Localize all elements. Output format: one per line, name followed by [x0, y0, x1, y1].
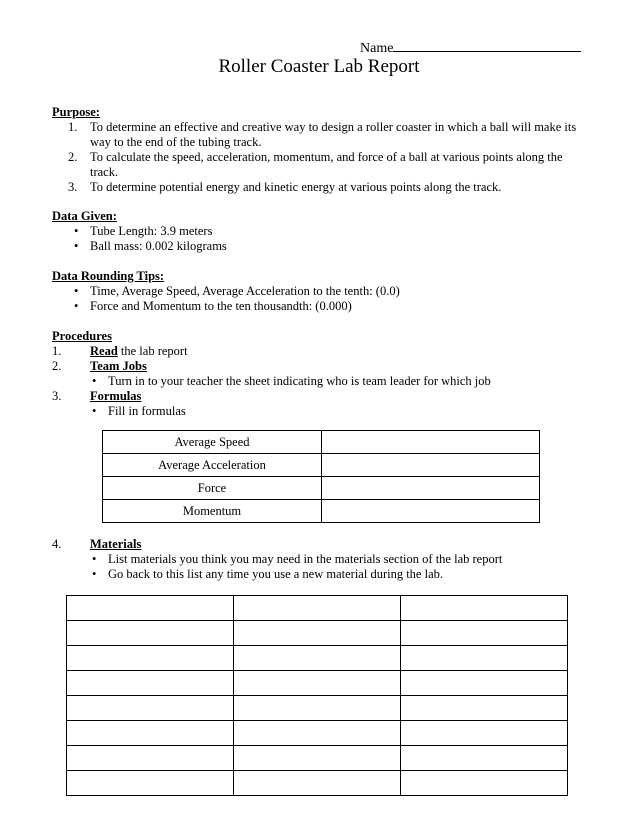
materials-cell[interactable] [401, 671, 568, 696]
materials-cell[interactable] [234, 721, 401, 746]
table-row [67, 646, 568, 671]
table-row [67, 621, 568, 646]
materials-cell[interactable] [234, 696, 401, 721]
materials-section [52, 537, 592, 582]
procedure-step-1: 1. Read the lab report [52, 344, 188, 358]
materials-cell[interactable] [234, 771, 401, 796]
materials-cell[interactable] [401, 596, 568, 621]
formula-label: Momentum [103, 500, 322, 523]
materials-cell[interactable] [67, 721, 234, 746]
name-label: Name [360, 41, 394, 56]
table-row [67, 671, 568, 696]
table-row [67, 746, 568, 771]
data-given-section [52, 209, 592, 254]
table-row [103, 500, 540, 523]
data-given-heading: Data Given: [52, 209, 117, 223]
materials-cell[interactable] [67, 671, 234, 696]
formula-answer-cell[interactable] [322, 431, 540, 454]
procedures-heading: Procedures [52, 329, 112, 343]
purpose-item: 2. To calculate the speed, acceleration, momentum, and force of a ball at various points along the track. [68, 150, 563, 179]
procedures-section [52, 329, 592, 419]
materials-cell[interactable] [67, 646, 234, 671]
purpose-heading: Purpose: [52, 105, 100, 119]
table-row [67, 771, 568, 796]
rounding-heading: Data Rounding Tips: [52, 269, 165, 283]
formula-answer-cell[interactable] [322, 477, 540, 500]
materials-cell[interactable] [234, 746, 401, 771]
materials-cell[interactable] [401, 696, 568, 721]
table-row [103, 454, 540, 477]
materials-cell[interactable] [234, 671, 401, 696]
materials-cell[interactable] [67, 621, 234, 646]
procedure-step-3: 3. Formulas [52, 389, 142, 403]
procedure-step-4: 4. Materials [52, 537, 142, 551]
materials-cell[interactable] [234, 646, 401, 671]
procedure-step-4-bullet: • List materials you think you may need in the materials section of the lab report [92, 552, 503, 566]
name-field[interactable] [360, 38, 581, 56]
table-row [103, 477, 540, 500]
rounding-section [52, 269, 592, 314]
formula-label: Force [103, 477, 322, 500]
table-row [67, 721, 568, 746]
materials-cell[interactable] [67, 596, 234, 621]
materials-cell[interactable] [401, 621, 568, 646]
procedure-step-2: 2. Team Jobs [52, 359, 147, 373]
rounding-item: • Time, Average Speed, Average Acceleration to the tenth: (0.0) [74, 284, 400, 298]
formulas-table [102, 430, 540, 523]
table-row [67, 696, 568, 721]
table-row [67, 596, 568, 621]
page-title: Roller Coaster Lab Report [218, 56, 420, 77]
formula-answer-cell[interactable] [322, 454, 540, 477]
procedure-step-2-bullet: • Turn in to your teacher the sheet indicating who is team leader for which job [92, 374, 491, 388]
procedure-step-4-bullet: • Go back to this list any time you use a new material during the lab. [92, 567, 443, 581]
materials-cell[interactable] [401, 721, 568, 746]
name-blank-line[interactable] [393, 38, 581, 52]
materials-cell[interactable] [67, 696, 234, 721]
formula-label: Average Speed [103, 431, 322, 454]
purpose-item: 1. To determine an effective and creative way to design a roller coaster in which a ball will make its way to the end of the tubing track. [68, 120, 577, 149]
materials-table [66, 595, 568, 796]
materials-cell[interactable] [401, 646, 568, 671]
materials-cell[interactable] [67, 746, 234, 771]
materials-cell[interactable] [67, 771, 234, 796]
procedure-step-3-bullet: • Fill in formulas [92, 404, 186, 418]
data-given-item: • Tube Length: 3.9 meters [74, 224, 213, 238]
rounding-item: • Force and Momentum to the ten thousandth: (0.000) [74, 299, 352, 313]
formula-answer-cell[interactable] [322, 500, 540, 523]
data-given-item: • Ball mass: 0.002 kilograms [74, 239, 227, 253]
formula-label: Average Acceleration [103, 454, 322, 477]
materials-cell[interactable] [401, 746, 568, 771]
materials-cell[interactable] [234, 621, 401, 646]
purpose-item: 3. To determine potential energy and kinetic energy at various points along the track. [68, 180, 502, 194]
table-row [103, 431, 540, 454]
materials-cell[interactable] [401, 771, 568, 796]
purpose-section [52, 105, 592, 195]
materials-cell[interactable] [234, 596, 401, 621]
